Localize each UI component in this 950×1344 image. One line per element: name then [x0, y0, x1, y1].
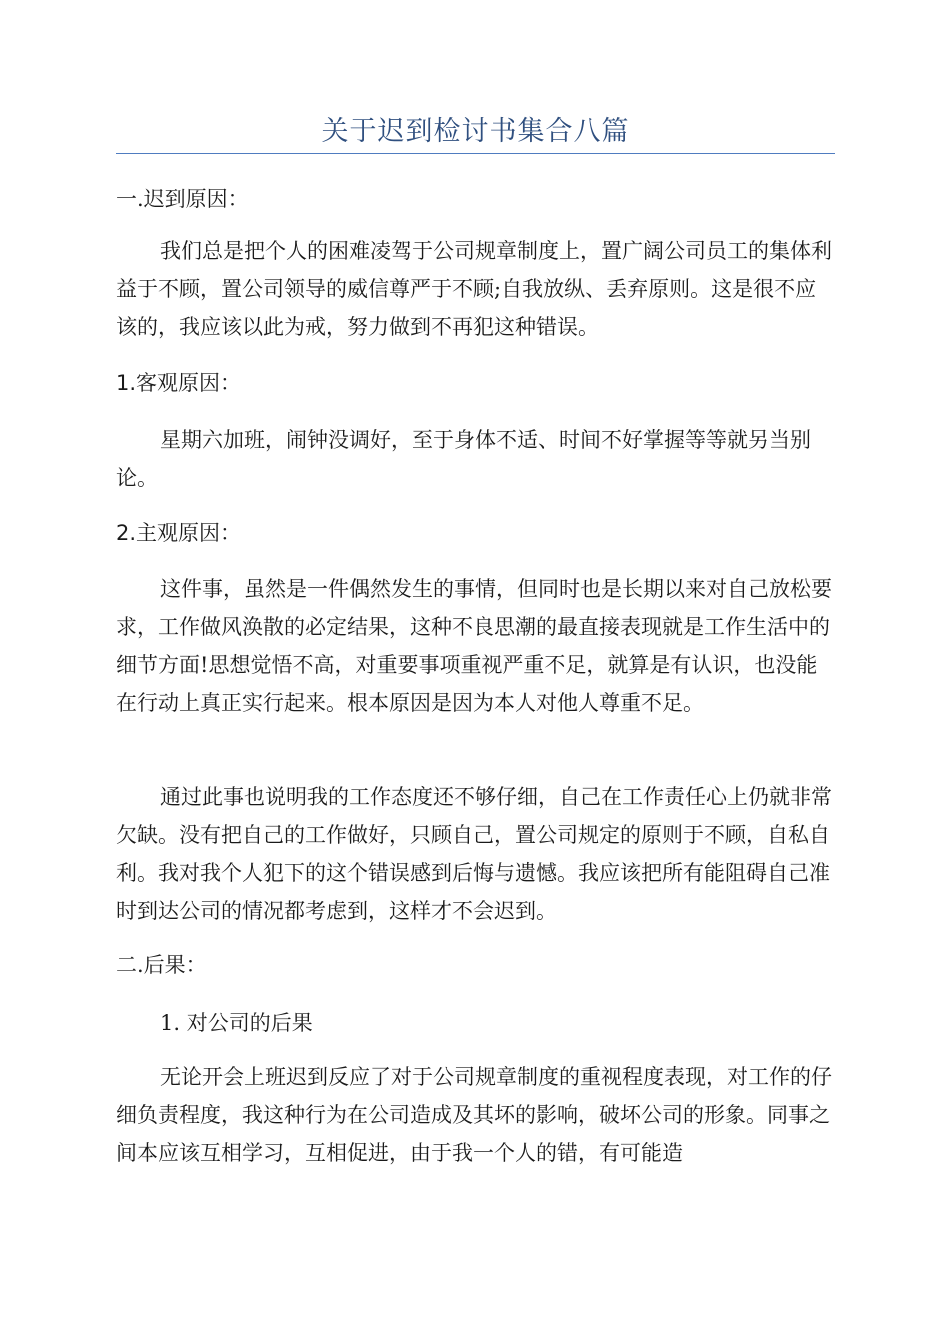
- subheading-subjective: [116, 514, 835, 552]
- paragraph-reasons: 我们总是把个人的困难凌驾于公司规章制度上，置广阔公司员工的集体利益于不顾，置公司领导的威信尊严于不顾;自我放纵、丢弃原则。这是很不应该的，我应该以此为戒，努力做到不再犯这种错误。: [116, 239, 832, 339]
- subheading-subjective-number: 2.: [116, 521, 137, 545]
- subheading-objective: [116, 364, 835, 402]
- subheading-objective-number: 1.: [116, 371, 137, 395]
- section-heading-consequences: 二.后果：: [116, 953, 207, 977]
- paragraph-objective: 星期六加班，闹钟没调好，至于身体不适、时间不好掌握等等就另当别论。: [116, 428, 811, 490]
- paragraph-attitude: 通过此事也说明我的工作态度还不够仔细，自己在工作责任心上仍就非常欠缺。没有把自己的工作做好，只顾自己，置公司规定的原则于不顾，自私自利。我对我个人犯下的这个错误感到后悔与遗憾。我应该把所有能阻碍自己准时到达公司的情况都考虑到，这样才不会迟到。: [116, 785, 832, 923]
- paragraph-company-consequences: 无论开会上班迟到反应了对于公司规章制度的重视程度表现，对工作的仔细负责程度，我这种行为在公司造成及其坏的影响，破坏公司的形象。同事之间本应该互相学习，互相促进，由于我一个人的错，有可能造: [116, 1065, 832, 1165]
- document-title: 关于迟到检讨书集合八篇: [321, 116, 630, 147]
- subheading-company-consequences: 1. 对公司的后果: [160, 1011, 313, 1035]
- subheading-subjective-label: 主观原因：: [136, 521, 242, 545]
- subheading-objective-label: 客观原因：: [136, 371, 242, 395]
- paragraph-subjective: 这件事，虽然是一件偶然发生的事情，但同时也是长期以来对自己放松要求，工作做风涣散的必定结果，这种不良思潮的最直接表现就是工作生活中的细节方面!思想觉悟不高，对重要事项重视严重不足，就算是有认识，也没能在行动上真正实行起来。根本原因是因为本人对他人尊重不足。: [116, 577, 832, 715]
- section-heading-reasons: 一.迟到原因：: [116, 187, 249, 211]
- title-underline: [116, 153, 835, 154]
